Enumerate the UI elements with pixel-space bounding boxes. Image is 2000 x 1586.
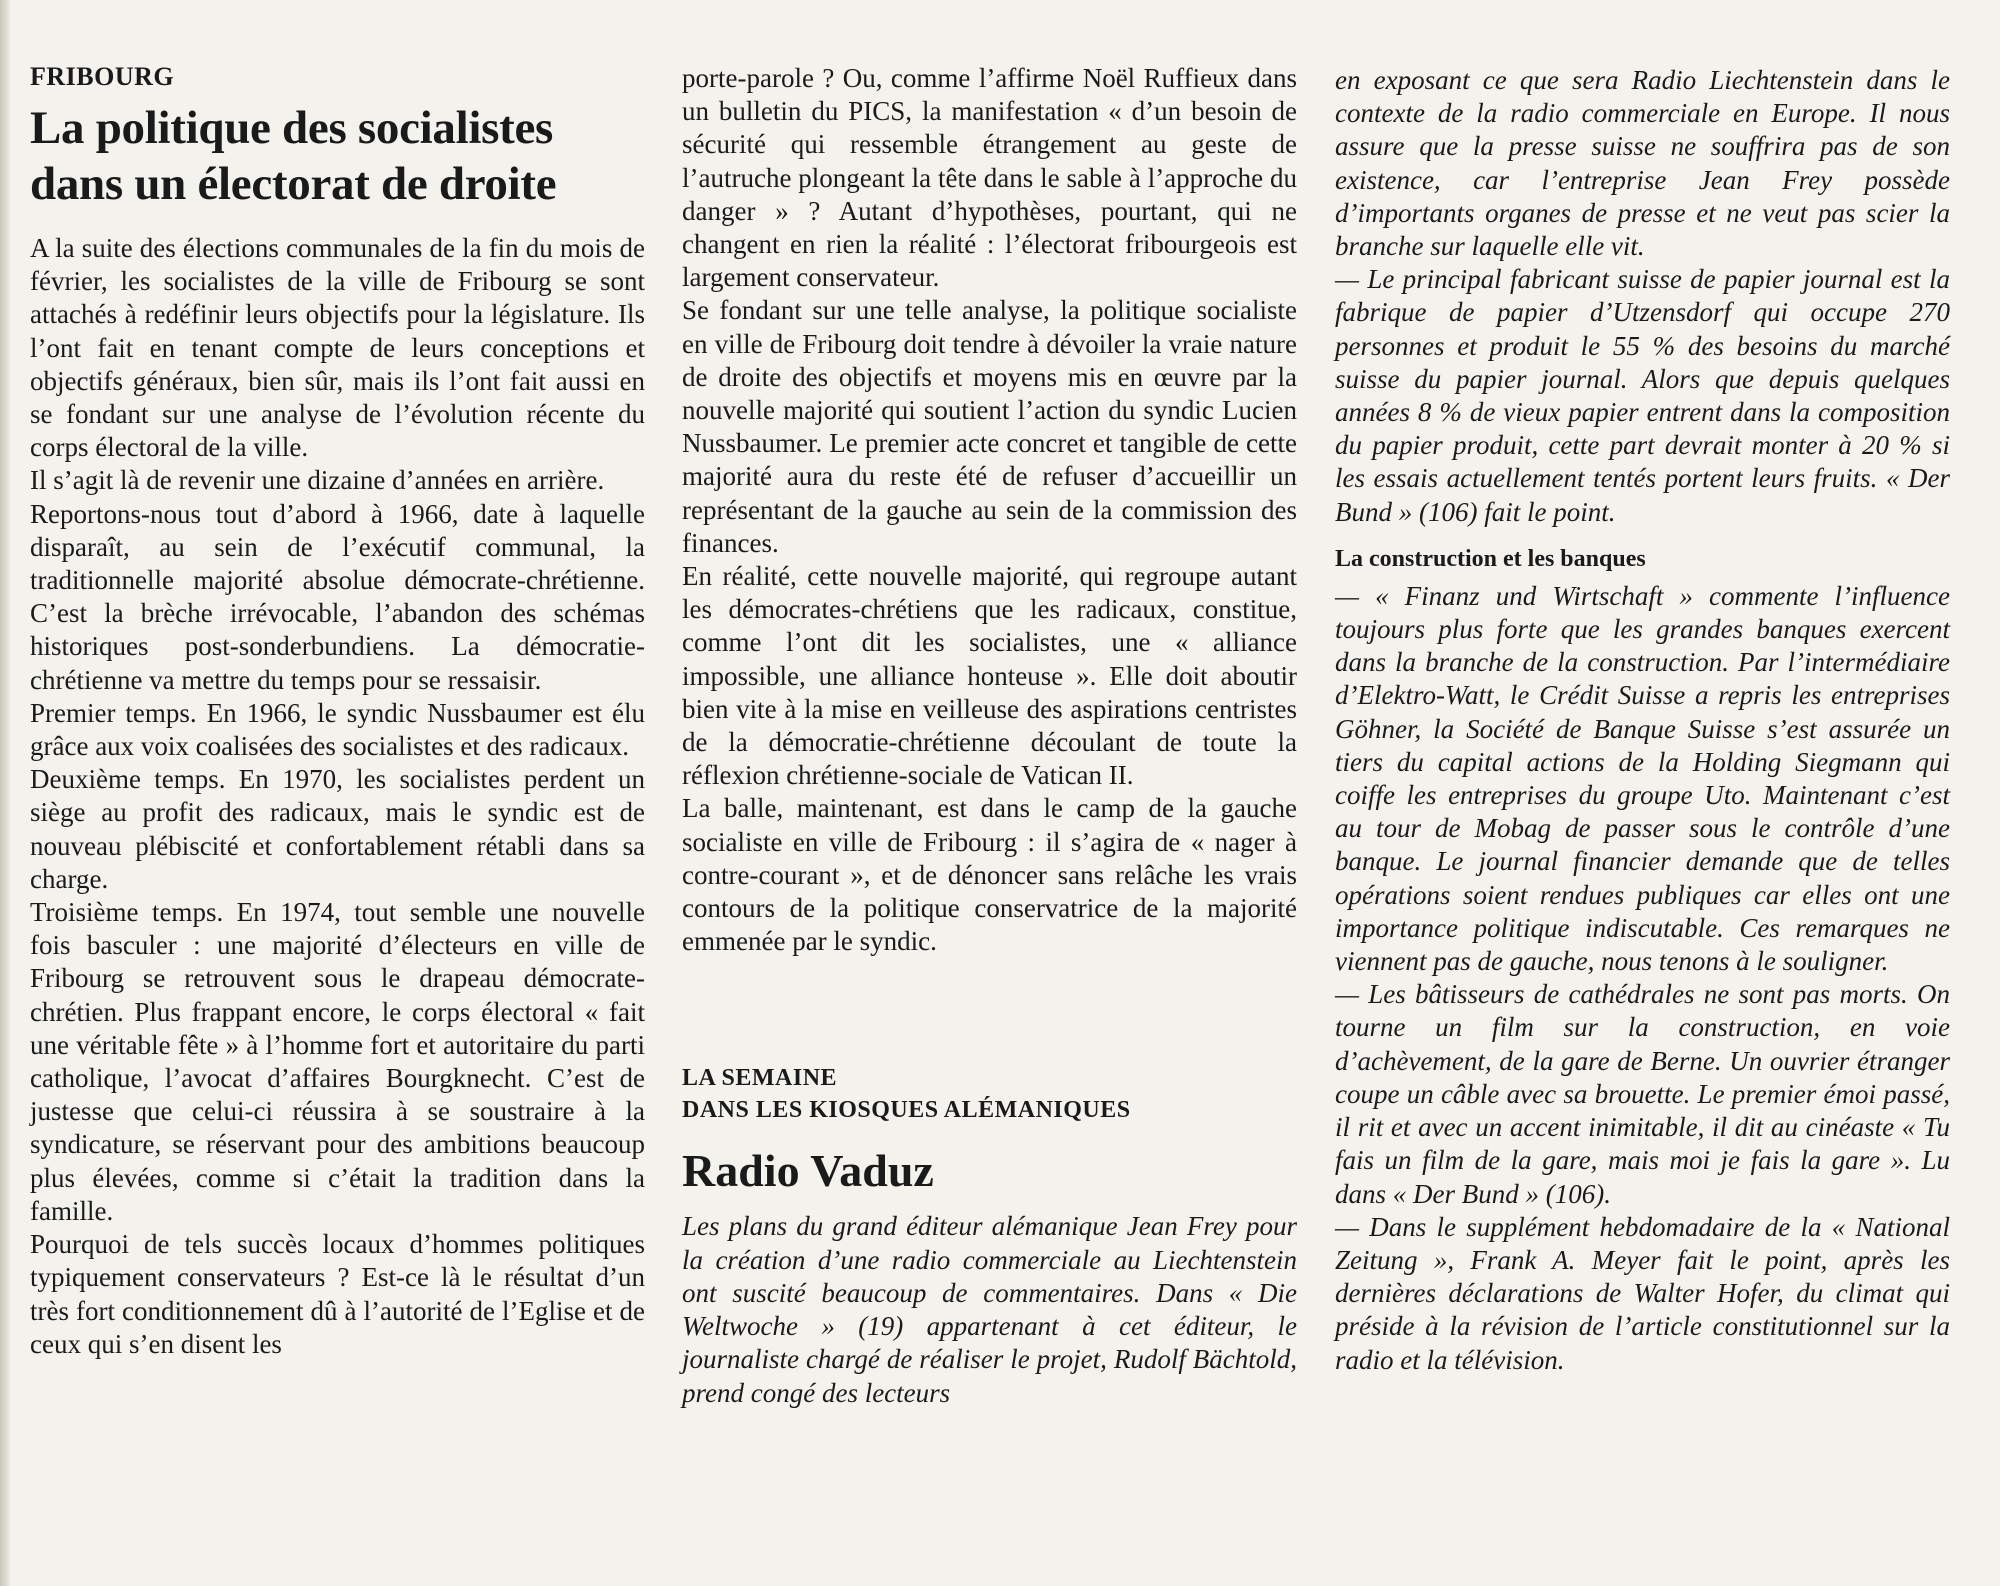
article2-lead: Les plans du grand éditeur alémanique Jean Frey pour la création d’une radio commerciale au Liechtenstein ont suscité beaucoup de commentaires. Dans « Die Weltwoche » (19) appartenant à cet éditeur, le journaliste chargé de réaliser le projet, Rudolf Bächtold, prend congé des lecteurs — [682, 1211, 1297, 1408]
column-gap — [682, 958, 1297, 1062]
article2-paragraph: — Dans le supplément hebdomadaire de la « National Zeitung », Frank A. Meyer fait le point, après les dernières déclarations de Walter Hofer, du climat qui préside à la révision de l’article constitutionnel sur la radio et la télévision. — [1335, 1211, 1950, 1375]
article2-paragraph: en exposant ce que sera Radio Liechtenstein dans le contexte de la radio commerciale en Europe. Il nous assure que la presse suisse ne souffrira pas de son existence, car l’entreprise Jean Frey possède d’importants organes de presse et ne veut pas scier la branche sur laquelle elle vit. — [1335, 65, 1950, 262]
column-1 — [30, 62, 645, 1361]
article1-continuation: Se fondant sur une telle analyse, la politique socialiste en ville de Fribourg doit tendre à dévoiler la vraie nature de droite des objectifs et moyens mis en œuvre par la nouvelle majorité qui soutient l’action du syndic Lucien Nussbaumer. Le premier acte concret et tangible de cette majorité aura du reste été de refuser d’accueillir un représentant de la gauche au sein de la commission des finances. — [682, 295, 1297, 558]
article1-headline: La politique des socialistes dans un électorat de droite — [30, 102, 557, 210]
article1-paragraph: Premier temps. En 1966, le syndic Nussbaumer est élu grâce aux voix coalisées des socialistes et des radicaux. — [30, 697, 645, 762]
article2-kicker-line2: DANS LES KIOSQUES ALÉMANIQUES — [682, 1097, 1131, 1124]
article2-paragraph: — « Finanz und Wirtschaft » commente l’influence toujours plus forte que les grandes banques exercent dans la branche de la construction. Par l’intermédiaire d’Elektro-Watt, le Crédit Suisse a repris les entreprises Göhner, la Société de Banque Suisse s’est assurée un tiers du capital actions de la Holding Siegmann qui coiffe les entreprises du groupe Uto. Maintenant c’est au tour de Mobag de passer sous le contrôle d’une banque. Le journal financier demande que de telles opérations soient rendues publiques car elles ont une importance politique indiscutable. Ces remarques ne viennent pas de gauche, nous tenons à le souligner. — [1335, 580, 1950, 977]
article2-headline: Radio Vaduz — [682, 1145, 934, 1197]
article1-paragraph: Troisième temps. En 1974, tout semble une nouvelle fois basculer : une majorité d’électeurs en ville de Fribourg se retrouvent sous le drapeau démocrate-chrétien. Plus frappant encore, le corps électoral « fait une véritable fête » à l’homme fort et autoritaire du parti catholique, l’avocat d’affaires Bourgknecht. C’est de justesse que celui-ci réussira à se soustraire à la syndicature, se réservant pour des ambitions beaucoup plus élevées, comme si c’était la tradition dans la famille. — [30, 897, 645, 1226]
article2-kicker-line1: LA SEMAINE — [682, 1065, 838, 1092]
article1-paragraph: Reportons-nous tout d’abord à 1966, date à laquelle disparaît, au sein de l’exécutif communal, la traditionnelle majorité absolue démocrate-chrétienne. C’est la brèche irrévocable, l’abandon des schémas historiques post-sonderbundiens. La démocratie-chrétienne va mettre du temps pour se ressaisir. — [30, 498, 645, 695]
article1-continuation: La balle, maintenant, est dans le camp de la gauche socialiste en ville de Fribourg : il s’agira de « nager à contre-courant », et de dénoncer sans relâche les vrais contours de la politique conservatrice de la majorité emmenée par le syndic. — [682, 793, 1297, 957]
article1-kicker: FRIBOURG — [30, 62, 175, 91]
column-3 — [1335, 64, 1950, 1377]
column-2 — [682, 62, 1297, 1410]
article1-continuation: porte-parole ? Ou, comme l’affirme Noël Ruffieux dans un bulletin du PICS, la manifestation « d’un besoin de sécurité qui ressemble étrangement au geste de l’autruche plongeant la tête dans le sable à l’approche du danger » ? Autant d’hypothèses, pourtant, qui ne changent en rien la réalité : l’électorat fribourgeois est largement conservateur. — [682, 63, 1297, 293]
article1-paragraph: Pourquoi de tels succès locaux d’hommes politiques typiquement conservateurs ? Est-ce là le résultat d’un très fort conditionnement dû à l’autorité de l’Eglise et de ceux qui s’en disent les — [30, 1229, 645, 1359]
article1-paragraph: Deuxième temps. En 1970, les socialistes perdent un siège au profit des radicaux, mais le syndic est de nouveau plébiscité et confortablement rétabli dans sa charge. — [30, 764, 645, 894]
article1-continuation: En réalité, cette nouvelle majorité, qui regroupe autant les démocrates-chrétiens que les radicaux, constitue, comme l’ont dit les socialistes, une « alliance impossible, une alliance honteuse ». Elle doit aboutir bien vite à la mise en veilleuse des aspirations centristes de la démocratie-chrétienne découlant de toute la réflexion chrétienne-sociale de Vatican II. — [682, 561, 1297, 791]
article2-paragraph: — Le principal fabricant suisse de papier journal est la fabrique de papier d’Utzensdorf qui occupe 270 personnes et produit le 55 % des besoins du marché suisse du papier journal. Alors que depuis quelques années 8 % de vieux papier entrent dans la composition du papier produit, cette part devrait monter à 20 % si les essais actuellement tentés portent leurs fruits. « Der Bund » (106) fait le point. — [1335, 264, 1950, 527]
article2-subhead: La construction et les banques — [1335, 545, 1646, 572]
article2-paragraph: — Les bâtisseurs de cathédrales ne sont pas morts. On tourne un film sur la construction, en voie d’achèvement, de la gare de Berne. Un ouvrier étranger coupe un câble avec sa brouette. Le premier émoi passé, il rit et avec un accent inimitable, il dit au cinéaste « Tu fais un film de la gare, mais moi je fais la gare ». Lu dans « Der Bund » (106). — [1335, 979, 1950, 1209]
scan-edge — [0, 0, 10, 1586]
article1-paragraph: Il s’agit là de revenir une dizaine d’années en arrière. — [30, 465, 605, 496]
article1-paragraph: A la suite des élections communales de la fin du mois de février, les socialistes de la ville de Fribourg se sont attachés à redéfinir leurs objectifs pour la législature. Ils l’ont fait en tenant compte de leurs conceptions et objectifs généraux, bien sûr, mais ils l’ont fait aussi en se fondant sur une analyse de l’évolution récente du corps électoral de la ville. — [30, 233, 645, 463]
